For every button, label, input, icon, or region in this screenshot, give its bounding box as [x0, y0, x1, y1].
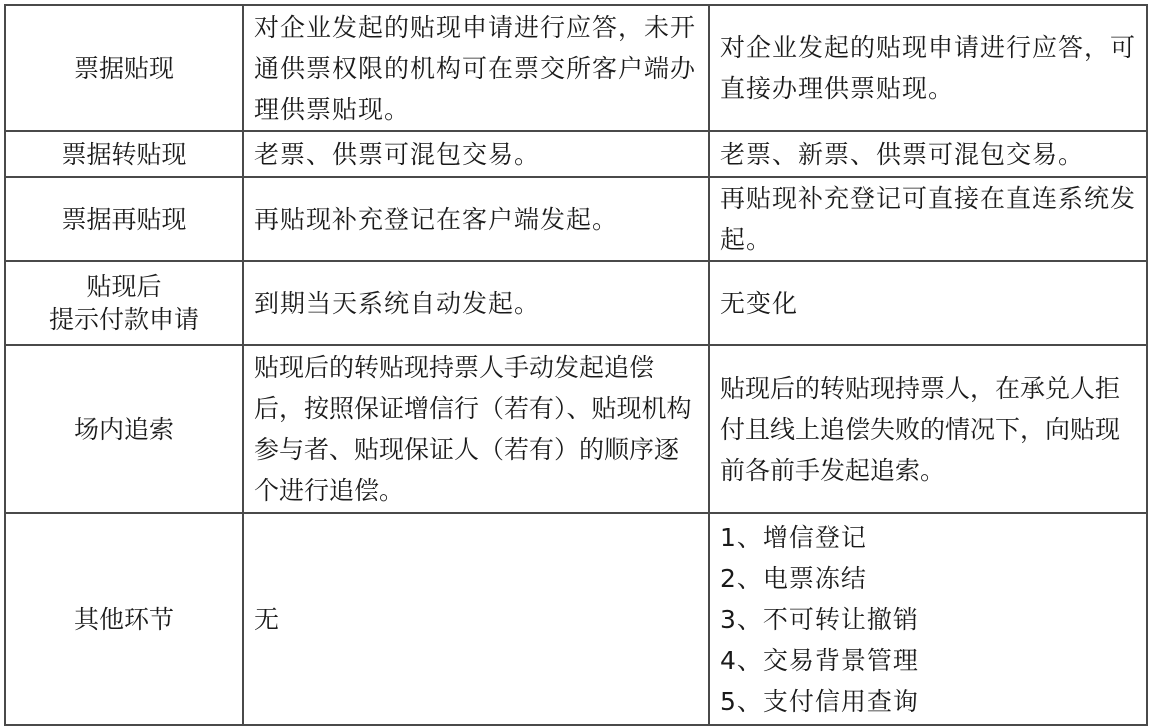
row-label	[5, 261, 243, 345]
old-mode-cell: 到期当天系统自动发起。	[243, 261, 709, 345]
old-mode-cell: 对企业发起的贴现申请进行应答，未开通供票权限的机构可在票交所客户端办理供票贴现。	[243, 5, 709, 131]
table-row	[5, 5, 1147, 131]
new-mode-cell: 对企业发起的贴现申请进行应答，可直接办理供票贴现。	[709, 5, 1147, 131]
row-label: 票据转贴现	[5, 131, 243, 177]
old-mode-cell: 贴现后的转贴现持票人手动发起追偿后，按照保证增信行（若有）、贴现机构参与者、贴现保证人（若有）的顺序逐个进行追偿。	[243, 345, 709, 513]
table-row	[5, 345, 1147, 513]
table-row	[5, 177, 1147, 261]
row-label: 票据贴现	[5, 5, 243, 131]
row-label: 票据再贴现	[5, 177, 243, 261]
list-item: 4、交易背景管理	[720, 645, 919, 675]
new-mode-cell	[709, 513, 1147, 725]
row-label-line: 贴现后	[86, 272, 162, 301]
table-row	[5, 513, 1147, 725]
new-mode-cell: 老票、新票、供票可混包交易。	[709, 131, 1147, 177]
comparison-table	[4, 4, 1148, 726]
row-label: 其他环节	[5, 513, 243, 725]
new-mode-cell: 再贴现补充登记可直接在直连系统发起。	[709, 177, 1147, 261]
list-item: 1、增信登记	[720, 522, 867, 552]
old-mode-cell: 老票、供票可混包交易。	[243, 131, 709, 177]
table-row	[5, 261, 1147, 345]
table-row	[5, 131, 1147, 177]
old-mode-cell: 无	[243, 513, 709, 725]
row-label: 场内追索	[5, 345, 243, 513]
new-mode-cell: 无变化	[709, 261, 1147, 345]
old-mode-cell: 再贴现补充登记在客户端发起。	[243, 177, 709, 261]
row-label-line: 提示付款申请	[48, 305, 199, 334]
list-item: 3、不可转让撤销	[720, 604, 919, 634]
new-mode-cell: 贴现后的转贴现持票人，在承兑人拒付且线上追偿失败的情况下，向贴现前各前手发起追索。	[709, 345, 1147, 513]
list-item: 2、电票冻结	[720, 563, 867, 593]
list-item: 5、支付信用查询	[720, 686, 919, 716]
